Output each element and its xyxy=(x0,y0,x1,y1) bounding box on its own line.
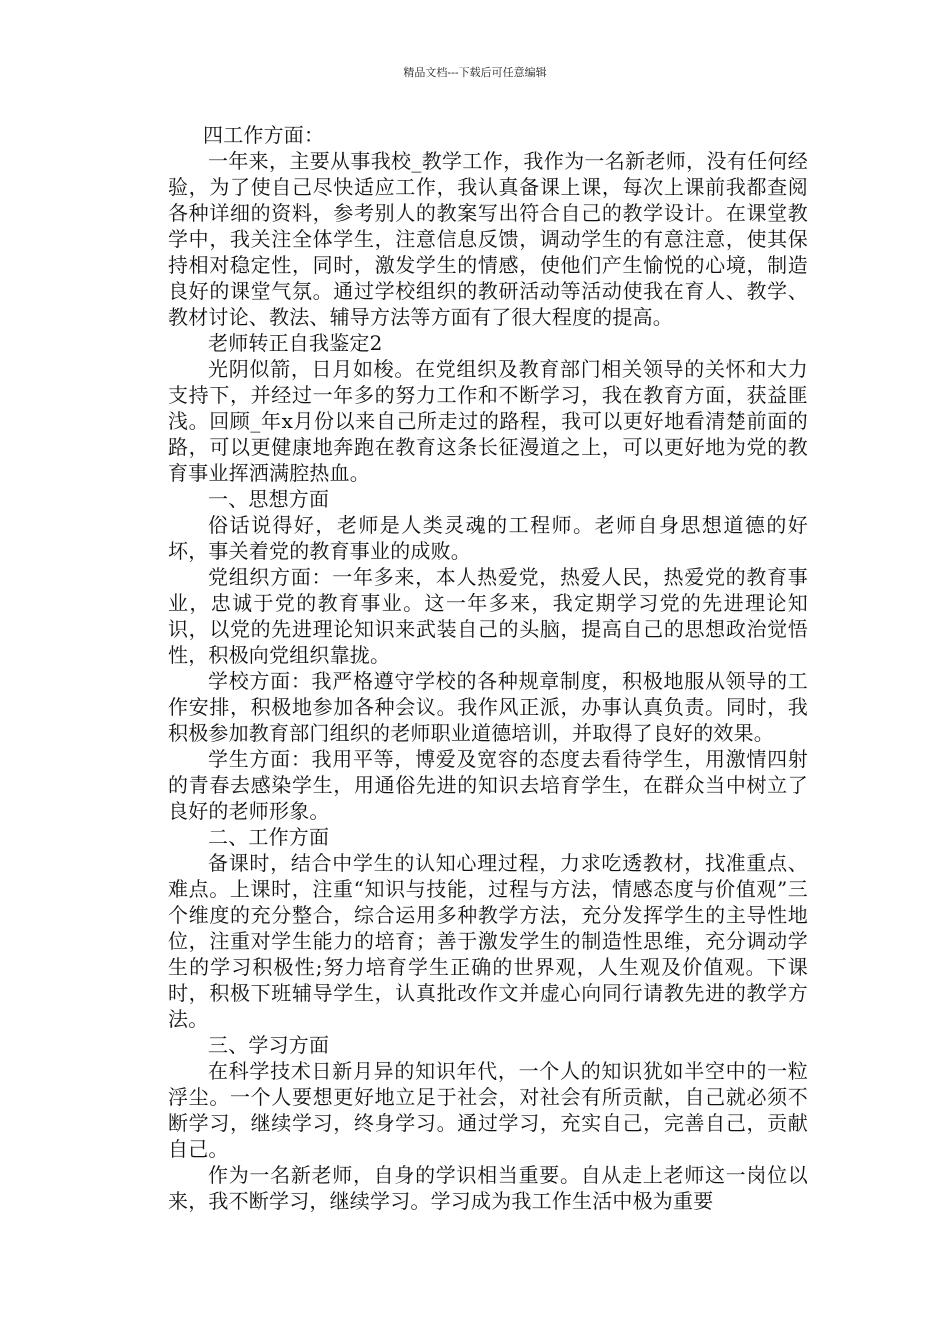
document-body xyxy=(168,122,808,1214)
paragraph-work-1: 一年来，主要从事我校_教学工作，我作为一名新老师，没有任何经验，为了使自己尽快适应工作，我认真备课上课，每次上课前我都查阅各种详细的资料，参考别人的教案写出符合自己的教学设计。在课堂教学中，我关注全体学生，注意信息反馈，调动学生的有意注意，使其保持相对稳定性，同时，激发学生的情感，使他们产生愉悦的心境，制造良好的课堂气氛。通过学校组织的教研活动等活动使我在育人、教学、教材讨论、教法、辅导方法等方面有了很大程度的提高。 xyxy=(168,149,808,329)
section-heading-study: 三、学习方面 xyxy=(208,1033,330,1057)
paragraph-study-1: 在科学技术日新月异的知识年代，一个人的知识犹如半空中的一粒浮尘。一个人要想更好地立足于社会，对社会有所贡献，自己就必须不断学习，继续学习，终身学习。通过学习，充实自己，完善自己，贡献自己。 xyxy=(168,1059,808,1161)
section-heading-work-2: 二、工作方面 xyxy=(208,825,330,849)
section-heading-work-4: 四工作方面： xyxy=(203,123,325,147)
paragraph-thought-1: 俗话说得好，老师是人类灵魂的工程师。老师自身思想道德的好坏，事关着党的教育事业的成败。 xyxy=(168,513,808,563)
paragraph-study-2: 作为一名新老师，自身的学识相当重要。自从走上老师这一岗位以来，我不断学习，继续学习。学习成为我工作生活中极为重要 xyxy=(168,1163,808,1213)
paragraph-thought-3: 学校方面：我严格遵守学校的各种规章制度，积极地服从领导的工作安排，积极地参加各种会议。我作风正派，办事认真负责。同时，我积极参加教育部门组织的老师职业道德培训，并取得了良好的效果。 xyxy=(168,669,808,745)
paragraph-intro: 光阴似箭，日月如梭。在党组织及教育部门相关领导的关怀和大力支持下，并经过一年多的努力工作和不断学习，我在教育方面，获益匪浅。回顾_年x月份以来自己所走过的路程，我可以更好地看清楚前面的路，可以更健康地奔跑在教育这条长征漫道之上，可以更好地为党的教育事业挥洒满腔热血。 xyxy=(168,357,808,485)
page-header: 精品文档---下载后可任意编辑 xyxy=(403,66,547,79)
paragraph-thought-2: 党组织方面：一年多来，本人热爱党，热爱人民，热爱党的教育事业，忠诚于党的教育事业。这一年多来，我定期学习党的先进理论知识，以党的先进理论知识来武装自己的头脑，提高自己的思想政治觉悟性，积极向党组织靠拢。 xyxy=(168,565,808,667)
document-title-2: 老师转正自我鉴定2 xyxy=(208,331,383,355)
paragraph-work-2: 备课时，结合中学生的认知心理过程，力求吃透教材，找准重点、难点。上课时，注重“知识与技能，过程与方法，情感态度与价值观”三个维度的充分整合，综合运用多种教学方法，充分发挥学生的主导性地位，注重对学生能力的培育；善于激发学生的制造性思维，充分调动学生的学习积极性;努力培育学生正确的世界观，人生观及价值观。下课时，积极下班辅导学生，认真批改作文并虚心向同行请教先进的教学方法。 xyxy=(168,851,808,1031)
section-heading-thought: 一、思想方面 xyxy=(208,487,330,511)
paragraph-thought-4: 学生方面：我用平等，博爱及宽容的态度去看待学生，用激情四射的青春去感染学生，用通俗先进的知识去培育学生，在群众当中树立了良好的老师形象。 xyxy=(168,747,808,823)
